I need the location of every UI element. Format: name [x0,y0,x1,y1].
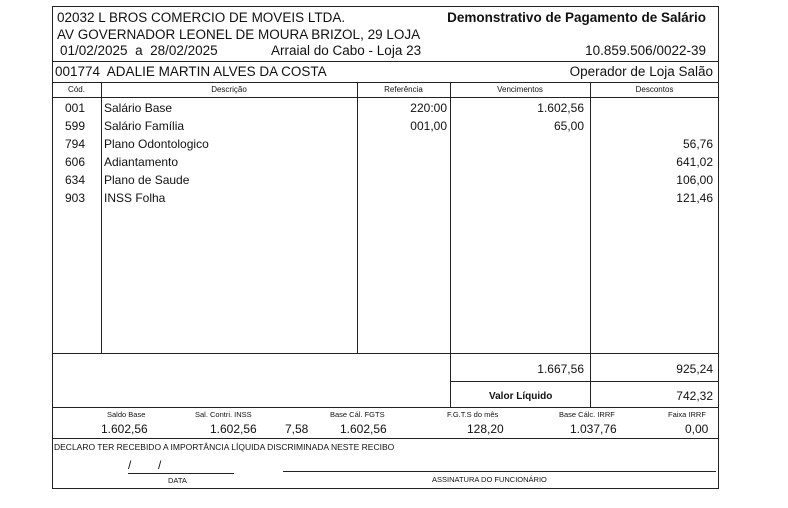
col-header-earnings: Vencimentos [497,85,543,94]
row-description: Adiantamento [104,155,179,169]
row-deductions: 121,46 [676,191,713,205]
salary-base-value: 1.602,56 [101,422,148,436]
row-earnings: 1.602,56 [537,101,584,115]
row-deductions: 641,02 [676,155,713,169]
col-divider-description [357,82,358,353]
fgts-month-label: F.G.T.S do mês [447,410,499,419]
document-title: Demonstrativo de Pagamento de Salário [447,10,706,25]
signature-line [283,471,716,472]
row-code: 606 [65,155,86,169]
company-cnpj: 10.859.506/0022-39 [585,43,706,58]
bases-divider [52,407,719,408]
row-description: Plano Odontologico [104,137,209,151]
column-header-divider [52,97,719,98]
totals-divider [52,353,719,354]
pay-period: 01/02/2025 a 28/02/2025 [60,43,218,58]
col-header-reference: Referência [384,85,423,94]
declaration-text: DECLARO TER RECEBIDO A IMPORTÂNCIA LÍQUIDA DISCRIMINADA NESTE RECIBO [54,442,395,452]
row-code: 634 [65,173,86,187]
col-divider-reference [450,82,451,407]
row-code: 599 [65,119,86,133]
col-divider-code [101,82,102,353]
net-label: Valor Líquido [489,391,553,402]
row-reference: 001,00 [410,119,447,133]
signature-label: ASSINATURA DO FUNCIONÁRIO [432,475,547,484]
fgts-base-label: Base Cál. FGTS [330,410,385,419]
inss-rate-value: 7,58 [285,422,309,436]
date-slashes: / / [128,458,162,472]
employee-name: 001774 ADALIE MARTIN ALVES DA COSTA [55,64,327,79]
inss-contrib-label: Sal. Contri. INSS [195,410,252,419]
fgts-base-value: 1.602,56 [340,422,387,436]
net-value: 742,32 [676,389,713,403]
earnings-total: 1.667,56 [537,362,584,376]
net-divider [450,381,719,382]
branch-name: Arraial do Cabo - Loja 23 [271,43,422,58]
employee-divider [52,82,719,83]
company-address: AV GOVERNADOR LEONEL DE MOURA BRIZOL, 29 LOJA [57,27,421,42]
row-description: Plano de Saude [104,173,190,187]
irrf-base-value: 1.037,76 [570,422,617,436]
inss-contrib-value: 1.602,56 [210,422,257,436]
declaration-divider [52,438,719,439]
date-line [128,473,234,474]
row-description: Salário Base [104,101,173,115]
header-divider [52,61,719,62]
row-code: 903 [65,191,86,205]
deductions-total: 925,24 [676,362,713,376]
company-name: 02032 L BROS COMERCIO DE MOVEIS LTDA. [57,10,346,25]
fgts-month-value: 128,20 [467,422,504,436]
employee-role: Operador de Loja Salão [569,64,713,79]
row-deductions: 106,00 [676,173,713,187]
irrf-band-value: 0,00 [685,422,709,436]
col-header-deductions: Descontos [635,85,674,94]
irrf-base-label: Base Cálc. IRRF [559,410,615,419]
row-description: INSS Folha [104,191,166,205]
row-code: 001 [65,101,86,115]
row-reference: 220:00 [410,101,447,115]
row-deductions: 56,76 [682,137,713,151]
col-header-code: Cód. [68,85,85,94]
irrf-band-label: Faixa IRRF [668,410,706,419]
row-description: Salário Família [104,119,185,133]
salary-base-label: Saldo Base [107,410,146,419]
col-header-description: Descrição [211,85,247,94]
date-label: DATA [168,476,187,485]
row-code: 794 [65,137,86,151]
col-divider-earnings [590,82,591,407]
row-earnings: 65,00 [553,119,584,133]
